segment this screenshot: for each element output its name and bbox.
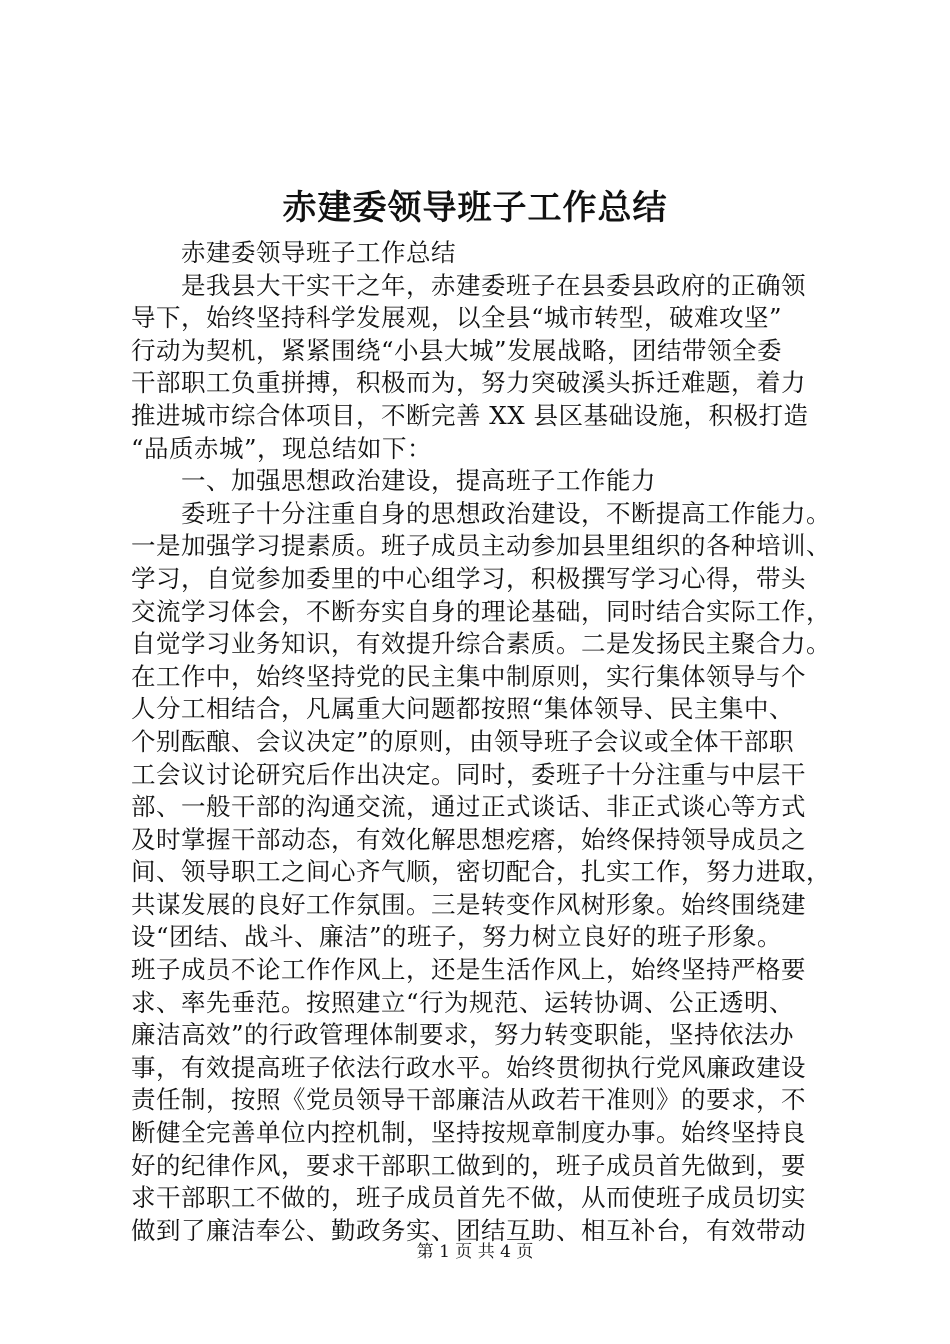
body-line: 做到了廉洁奉公、勤政务实、团结互助、相互补台，有效带动 [131, 1215, 806, 1245]
body-line: 求干部职工不做的，班子成员首先不做，从而使班子成员切实 [131, 1183, 806, 1213]
body-line: 工会议讨论研究后作出决定。同时，委班子十分注重与中层干 [131, 759, 806, 789]
body-line: 交流学习体会，不断夯实自身的理论基础，同时结合实际工作， [131, 596, 831, 626]
body-line: 断健全完善单位内控机制，坚持按规章制度办事。始终坚持良 [131, 1118, 806, 1148]
body-line: 学习，自觉参加委里的中心组学习，积极撰写学习心得，带头 [131, 563, 806, 593]
body-line: 导下，始终坚持科学发展观，以全县“城市转型，破难攻坚” [131, 303, 783, 333]
body-line: 求、率先垂范。按照建立“行为规范、运转协调、公正透明、 [131, 987, 795, 1017]
body-line: 共谋发展的良好工作氛围。三是转变作风树形象。始终围绕建 [131, 889, 806, 919]
body-line: 廉洁高效”的行政管理体制要求，努力转变职能，坚持依法办 [131, 1020, 795, 1050]
body-line: 干部职工负重拼搏，积极而为，努力突破溪头拆迁难题，着力 [131, 368, 806, 398]
body-line: 在工作中，始终坚持党的民主集中制原则，实行集体领导与个 [131, 661, 806, 691]
body-line: 事，有效提高班子依法行政水平。始终贯彻执行党风廉政建设 [131, 1052, 806, 1082]
body-line: 及时掌握干部动态，有效化解思想疙瘩，始终保持领导成员之 [131, 824, 806, 854]
body-line: “品质赤城”，现总结如下： [131, 433, 433, 463]
body-line: 人分工相结合，凡属重大问题都按照“集体领导、民主集中、 [131, 694, 795, 724]
body-line: 间、领导职工之间心齐气顺，密切配合，扎实工作，努力进取， [131, 857, 831, 887]
body-line: 设“团结、战斗、廉洁”的班子，努力树立良好的班子形象。 [131, 922, 783, 952]
section-heading: 一、加强思想政治建设，提高班子工作能力 [181, 466, 656, 496]
body-line: 委班子十分注重自身的思想政治建设，不断提高工作能力。 [181, 498, 831, 528]
body-line: 班子成员不论工作作风上，还是生活作风上，始终坚持严格要 [131, 955, 806, 985]
body-line: 自觉学习业务知识，有效提升综合素质。二是发扬民主聚合力。 [131, 629, 831, 659]
body-line: 是我县大干实干之年，赤建委班子在县委县政府的正确领 [181, 270, 806, 300]
body-line: 责任制，按照《党员领导干部廉洁从政若干准则》的要求，不 [131, 1085, 806, 1115]
body-line: 部、一般干部的沟通交流，通过正式谈话、非正式谈心等方式 [131, 792, 806, 822]
document-body [131, 237, 831, 1247]
document-title: 赤建委领导班子工作总结 [282, 188, 668, 228]
body-line: 推进城市综合体项目，不断完善 XX 县区基础设施，积极打造 [131, 400, 809, 430]
body-line: 个别酝酿、会议决定”的原则，由领导班子会议或全体干部职 [131, 726, 795, 756]
body-line: 一是加强学习提素质。班子成员主动参加县里组织的各种培训、 [131, 531, 831, 561]
page-footer: 第 1 页 共 4 页 [416, 1242, 534, 1262]
body-line: 好的纪律作风，要求干部职工做到的，班子成员首先做到，要 [131, 1150, 806, 1180]
body-line: 行动为契机，紧紧围绕“小县大城”发展战略，团结带领全委 [131, 335, 783, 365]
body-line-subtitle: 赤建委领导班子工作总结 [181, 238, 456, 267]
